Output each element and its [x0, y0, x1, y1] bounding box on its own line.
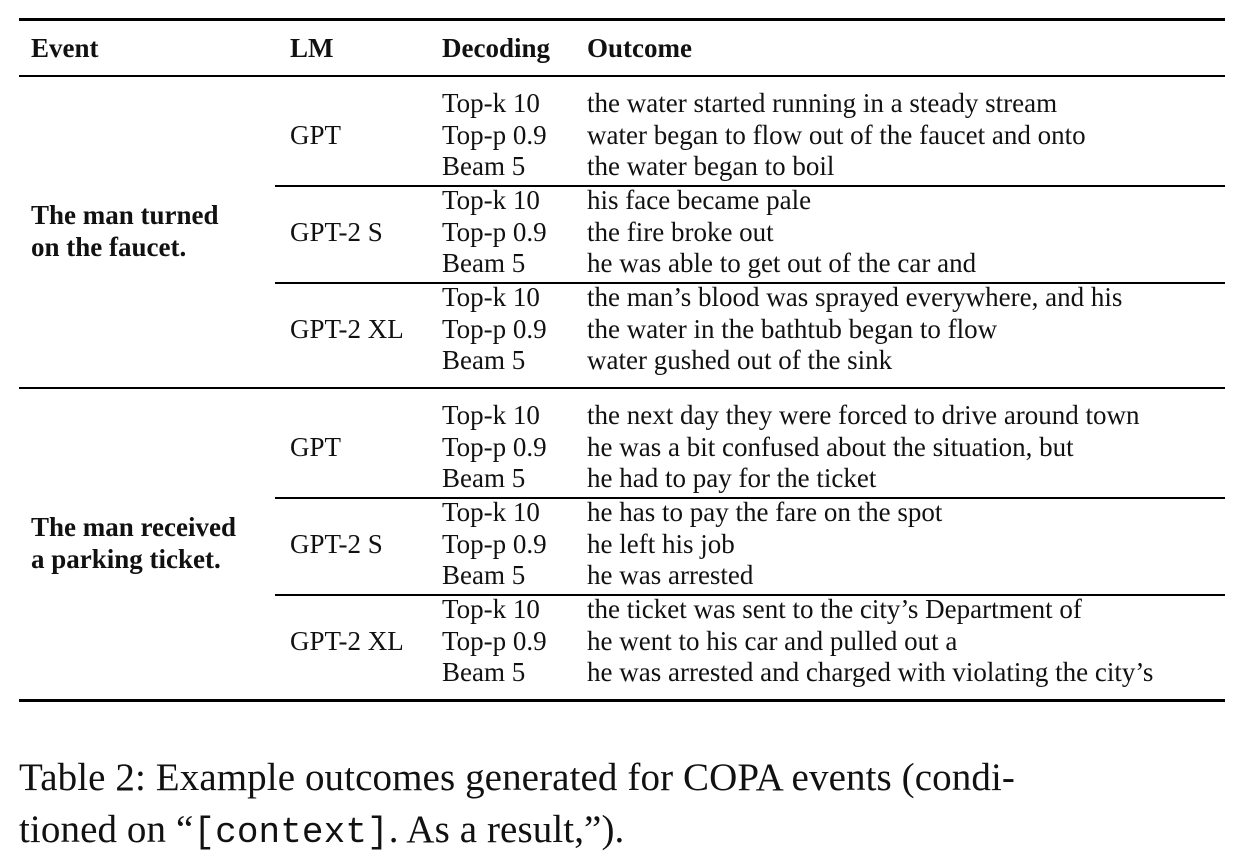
outcome-value: water began to flow out of the faucet and onto [587, 119, 1086, 150]
caption-text: Table 2: Example outcomes generated for COPA events (condi- [19, 756, 1015, 799]
outcome-value: his face became pale [587, 185, 812, 215]
event-line: a parking ticket. [31, 544, 221, 574]
decoding-value: Top-k 10 [442, 185, 540, 215]
outcome-value: he was able to get out of the car and [587, 248, 977, 278]
outcome-cell [587, 497, 942, 592]
outcome-value: the fire broke out [587, 216, 774, 247]
decoding-value: Top-k 10 [442, 400, 540, 430]
decoding-value: Beam 5 [442, 463, 526, 493]
outcome-cell [587, 594, 1153, 689]
caption-code: [context] [193, 812, 389, 853]
outcome-value: he had to pay for the ticket [587, 463, 877, 493]
outcome-cell [587, 88, 1086, 183]
lm-cell: GPT [290, 120, 342, 150]
decoding-value: Top-p 0.9 [442, 313, 547, 344]
lm-cell: GPT-2 XL [290, 314, 404, 344]
event-line: The man received [31, 512, 236, 542]
header-decoding: Decoding [442, 33, 550, 63]
outcome-value: the ticket was sent to the city’s Department of [587, 594, 1082, 624]
decoding-value: Top-k 10 [442, 282, 540, 312]
decoding-value: Top-k 10 [442, 594, 540, 624]
decoding-cell [442, 185, 547, 280]
outcome-cell [587, 282, 1122, 377]
outcome-cell [587, 400, 1140, 495]
decoding-value: Beam 5 [442, 151, 526, 181]
event-line: on the faucet. [31, 232, 187, 262]
outcome-value: he was arrested [587, 560, 754, 590]
decoding-cell [442, 88, 547, 183]
caption-text: tioned on “ [19, 808, 194, 851]
outcome-value: the man’s blood was sprayed everywhere, and his [587, 282, 1123, 312]
decoding-value: Top-p 0.9 [442, 528, 547, 559]
decoding-value: Top-p 0.9 [442, 625, 547, 656]
outcome-value: he went to his car and pulled out a [587, 625, 958, 656]
outcome-value: he was arrested and charged with violating the city’s [587, 657, 1154, 687]
decoding-cell [442, 594, 547, 689]
decoding-cell [442, 400, 547, 495]
decoding-value: Top-p 0.9 [442, 119, 547, 150]
lm-cell: GPT-2 S [290, 217, 383, 247]
decoding-value: Top-k 10 [442, 497, 540, 527]
outcome-value: the water began to boil [587, 151, 835, 181]
decoding-value: Beam 5 [442, 657, 526, 687]
table-caption [19, 752, 1229, 859]
decoding-value: Top-k 10 [442, 88, 540, 118]
outcome-value: water gushed out of the sink [587, 345, 893, 375]
event-rule [19, 387, 1225, 389]
event-cell [31, 511, 236, 575]
outcome-value: the next day they were forced to drive around town [587, 400, 1140, 430]
decoding-value: Beam 5 [442, 248, 526, 278]
outcome-value: the water in the bathtub began to flow [587, 313, 998, 344]
lm-cell: GPT-2 S [290, 529, 383, 559]
header-lm: LM [290, 33, 334, 63]
header-rule [19, 75, 1225, 77]
decoding-value: Beam 5 [442, 560, 526, 590]
decoding-cell [442, 282, 547, 377]
outcome-value: he has to pay the fare on the spot [587, 497, 943, 527]
outcome-value: the water started running in a steady stream [587, 88, 1058, 118]
outcome-cell [587, 185, 976, 280]
outcome-value: he was a bit confused about the situation, but [587, 431, 1074, 462]
table-bottom-rule [19, 699, 1225, 702]
header-event: Event [31, 33, 99, 63]
caption-text: . As a result,”). [388, 808, 625, 851]
lm-cell: GPT [290, 432, 342, 462]
table-top-rule [19, 18, 1225, 21]
header-outcome: Outcome [587, 33, 692, 63]
decoding-value: Top-p 0.9 [442, 431, 547, 462]
lm-cell: GPT-2 XL [290, 626, 404, 656]
decoding-cell [442, 497, 547, 592]
decoding-value: Top-p 0.9 [442, 216, 547, 247]
event-cell [31, 199, 219, 263]
decoding-value: Beam 5 [442, 345, 526, 375]
event-line: The man turned [31, 200, 219, 230]
outcome-value: he left his job [587, 528, 735, 559]
